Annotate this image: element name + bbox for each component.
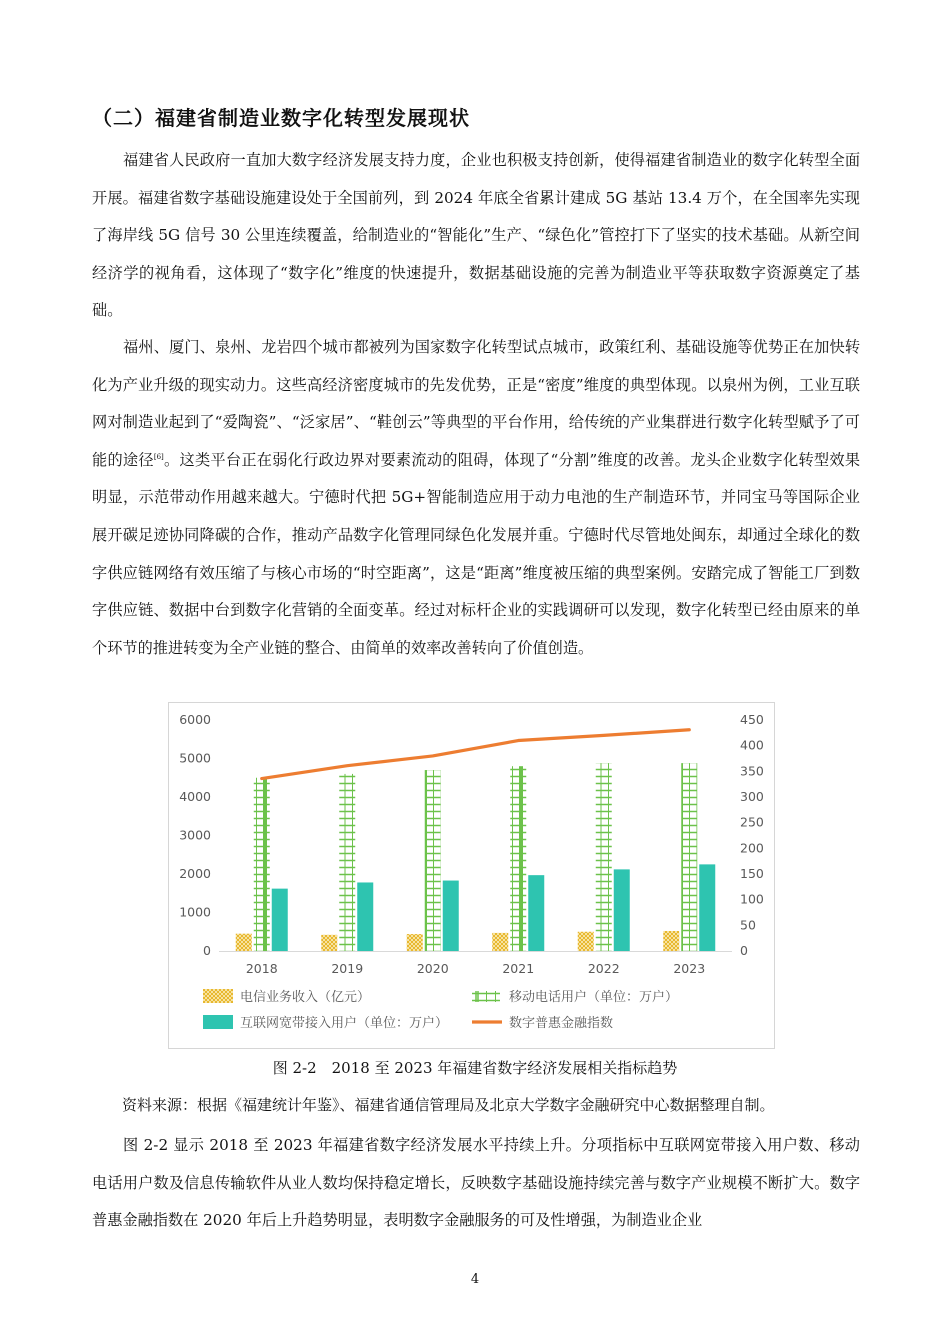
- paragraph-digital-infrastructure: 福建省人民政府一直加大数字经济发展支持力度，企业也积极支持创新，使得福建省制造业的数字化转型全面开展。福建省数字基础设施建设处于全国前列，到 2024 年底全省累计建成 5G 基站 13.4 万个，在全国率先实现了海岸线 5G 信号 30 公里连续覆盖，给制造业的“智能化”生产、“绿色化”管控打下了坚实的技术基础。从新空间经济学的视角看，这体现了“数字化”维度的快速提升，数据基础设施的完善为制造业平等获取数字资源奠定了基础。: [92, 151, 860, 320]
- y-right-tick-label: 0: [740, 943, 748, 958]
- chart-legend: [203, 989, 678, 1031]
- y-right-tick-label: 450: [740, 712, 764, 727]
- y-left-tick-label: 1000: [179, 904, 211, 920]
- paragraph-text-part1: 福州、厦门、泉州、龙岩四个城市都被列为国家数字化转型试点城市，政策红利、基础设施等优势正在加快转化为产业升级的现实动力。这些高经济密度城市的先发优势，正是“密度”维度的典型体现。以泉州为例，工业互联网对制造业起到了“爱陶瓷”、“泛家居”、“鞋创云”等典型的平台作用，给传统的产业集群进行数字化转型赋予了可能的途径: [92, 338, 860, 469]
- legend-swatch-mobile-users: [472, 991, 500, 1002]
- paragraph-text-part2: 。这类平台正在弱化行政边界对要素流动的阻碍，体现了“分割”维度的改善。龙头企业数字化转型效果明显，示范带动作用越来越大。宁德时代把 5G+智能制造应用于动力电池的生产制造环节，并同宝马等国际企业展开碳足迹协同降碳的合作，推动产品数字化管理同绿色化发展并重。宁德时代尽管地处闽东，却通过全球化的数字供应链网络有效压缩了与核心市场的“时空距离”，这是“距离”维度被压缩的典型案例。安踏完成了智能工厂到数字供应链、数据中台到数字化营销的全面变革。经过对标杆企业的实践调研可以发现，数字化转型已经由原来的单个环节的推进转变为全产业链的整合、由简单的效率改善转向了价值创造。: [92, 450, 861, 657]
- line-financial-inclusion-index: [262, 730, 690, 779]
- figure-caption: 图 2-2 2018 至 2023 年福建省数字经济发展相关指标趋势: [272, 1059, 678, 1077]
- y-left-tick-label: 0: [203, 943, 211, 958]
- bar-telecom-revenue: [407, 934, 423, 951]
- bar-broadband-users: [699, 864, 715, 951]
- chart-svg: [169, 703, 774, 1048]
- y-left-tick-label: 2000: [179, 866, 211, 881]
- y-left-tick-label: 4000: [179, 789, 211, 804]
- x-tick-label: 2020: [416, 961, 449, 976]
- x-tick-label: 2019: [331, 961, 364, 976]
- legend-label: 移动电话用户（单位：万户）: [509, 990, 679, 1005]
- source-note: 资料来源：根据《福建统计年鉴》、福建省通信管理局及北京大学数字金融研究中心数据整理自制。: [122, 1096, 775, 1114]
- y-right-tick-label: 150: [740, 866, 764, 881]
- y-right-tick-label: 250: [740, 814, 764, 830]
- y-right-tick-label: 100: [740, 891, 764, 907]
- x-tick-label: 2018: [245, 961, 278, 976]
- x-tick-label: 2021: [502, 961, 535, 976]
- y-right-tick-label: 350: [740, 763, 764, 779]
- paragraph-figure-analysis: 图 2-2 显示 2018 至 2023 年福建省数字经济发展水平持续上升。分项指标中互联网宽带接入用户数、移动电话用户数及信息传输软件从业人数均保持稳定增长，反映数字基础设施持续完善与数字产业规模不断扩大。数字普惠金融指数在 2020 年后上升趋势明显，表明数字金融服务的可及性增强，为制造业企业: [92, 1136, 860, 1230]
- bar-broadband-users: [614, 869, 630, 951]
- bar-broadband-users: [272, 889, 288, 951]
- x-tick-label: 2022: [587, 961, 620, 976]
- plot-area: [236, 730, 716, 951]
- bar-telecom-revenue: [236, 934, 252, 951]
- bar-mobile-users: [510, 766, 526, 951]
- y-right-tick-label: 200: [740, 840, 764, 856]
- paragraph-pilot-cities: [92, 329, 860, 667]
- bar-mobile-users: [254, 778, 270, 951]
- bar-mobile-users: [339, 774, 355, 951]
- x-tick-label: 2023: [673, 961, 706, 976]
- y-left-tick-label: 3000: [179, 827, 211, 843]
- citation-ref: [6]: [153, 452, 164, 461]
- legend-swatch-broadband-users: [203, 1015, 233, 1029]
- bar-broadband-users: [357, 882, 373, 951]
- legend-label: 电信业务收入（亿元）: [240, 990, 371, 1005]
- legend-swatch-telecom-revenue: [203, 989, 233, 1003]
- y-right-tick-label: 300: [740, 789, 764, 804]
- bar-telecom-revenue: [492, 933, 508, 951]
- bar-broadband-users: [528, 875, 544, 951]
- y-right-tick-label: 50: [740, 917, 756, 933]
- y-right-tick-label: 400: [740, 737, 764, 753]
- legend-label: 互联网宽带接入用户（单位：万户）: [240, 1016, 449, 1031]
- bar-broadband-users: [443, 881, 459, 951]
- bar-telecom-revenue: [578, 932, 594, 951]
- bar-mobile-users: [425, 770, 441, 951]
- bar-mobile-users: [596, 763, 612, 951]
- legend-label: 数字普惠金融指数: [509, 1016, 614, 1031]
- section-heading: （二）福建省制造业数字化转型发展现状: [92, 106, 470, 130]
- bar-telecom-revenue: [321, 935, 337, 951]
- page-number: 4: [470, 1272, 480, 1287]
- chart-figure: [168, 702, 775, 1049]
- y-left-tick-label: 6000: [179, 712, 211, 727]
- y-left-tick-label: 5000: [179, 750, 211, 766]
- bar-mobile-users: [681, 763, 697, 951]
- bar-telecom-revenue: [663, 931, 679, 951]
